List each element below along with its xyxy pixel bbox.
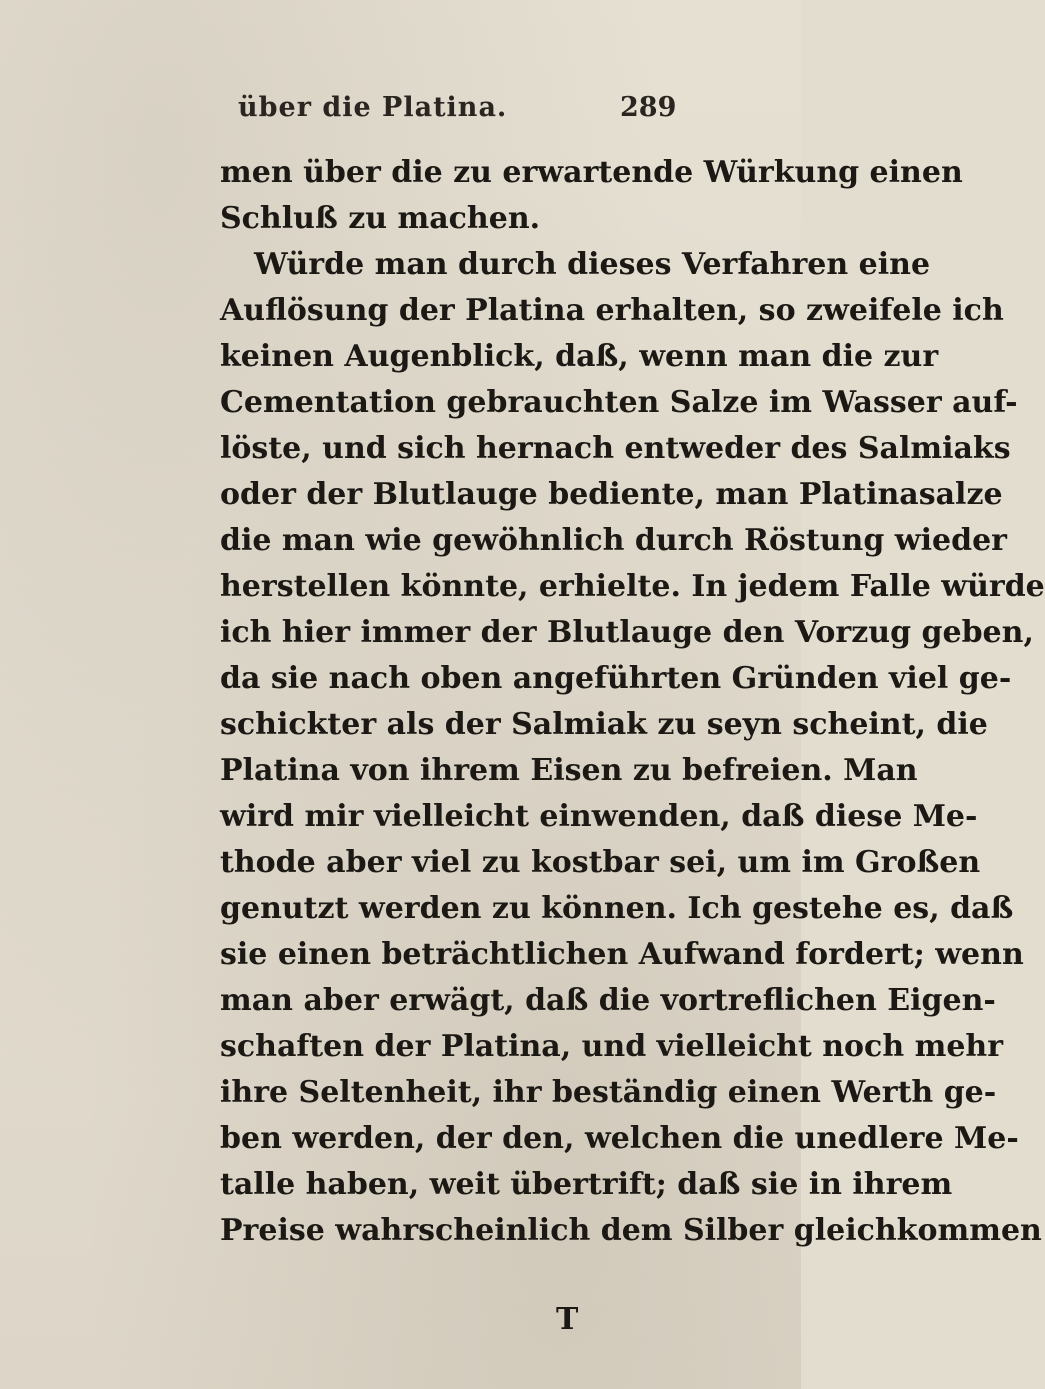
- text-line: löste, und sich hernach entweder des Salmiaks: [220, 431, 1011, 466]
- text-line: Cementation gebrauchten Salze im Wasser auf-: [220, 385, 1018, 420]
- text-line: man aber erwägt, daß die vortreflichen Eigen-: [220, 983, 996, 1018]
- text-line: schickter als der Salmiak zu seyn scheint, die: [220, 707, 988, 742]
- text-line: ben werden, der den, welchen die unedlere Me-: [220, 1121, 1019, 1156]
- running-head: über die Platina.: [238, 92, 508, 123]
- text-line: die man wie gewöhnlich durch Röstung wieder: [220, 523, 1007, 558]
- text-line: schaften der Platina, und vielleicht noch mehr: [220, 1029, 1004, 1064]
- text-line: ihre Seltenheit, ihr beständig einen Werth ge-: [220, 1075, 997, 1110]
- text-line: genutzt werden zu können. Ich gestehe es, daß: [220, 891, 1014, 926]
- text-line: Würde man durch dieses Verfahren eine: [254, 247, 931, 282]
- text-line: oder der Blutlauge bediente, man Platinasalze: [220, 477, 1003, 512]
- text-line: Schluß zu machen.: [220, 201, 541, 236]
- page-number: 289: [620, 92, 677, 123]
- text-line: ich hier immer der Blutlauge den Vorzug geben,: [220, 615, 1034, 650]
- text-line: da sie nach oben angeführten Gründen viel ge-: [220, 661, 1012, 696]
- text-line: thode aber viel zu kostbar sei, um im Großen: [220, 845, 981, 880]
- text-line: wird mir vielleicht einwenden, daß diese Me-: [220, 799, 978, 834]
- text-line: Auflösung der Platina erhalten, so zweifele ich: [220, 293, 1004, 328]
- signature-mark: T: [556, 1302, 579, 1337]
- text-line: talle haben, weit übertrift; daß sie in ihrem: [220, 1167, 953, 1202]
- text-line: keinen Augenblick, daß, wenn man die zur: [220, 339, 939, 374]
- text-line: Preise wahrscheinlich dem Silber gleichkommen: [220, 1213, 1042, 1248]
- text-line: Platina von ihrem Eisen zu befreien. Man: [220, 753, 918, 788]
- text-line: sie einen beträchtlichen Aufwand fordert; wenn: [220, 937, 1024, 972]
- page-header: [0, 92, 801, 132]
- text-line: herstellen könnte, erhielte. In jedem Falle würde: [220, 569, 1045, 604]
- text-line: men über die zu erwartende Würkung einen: [220, 155, 963, 190]
